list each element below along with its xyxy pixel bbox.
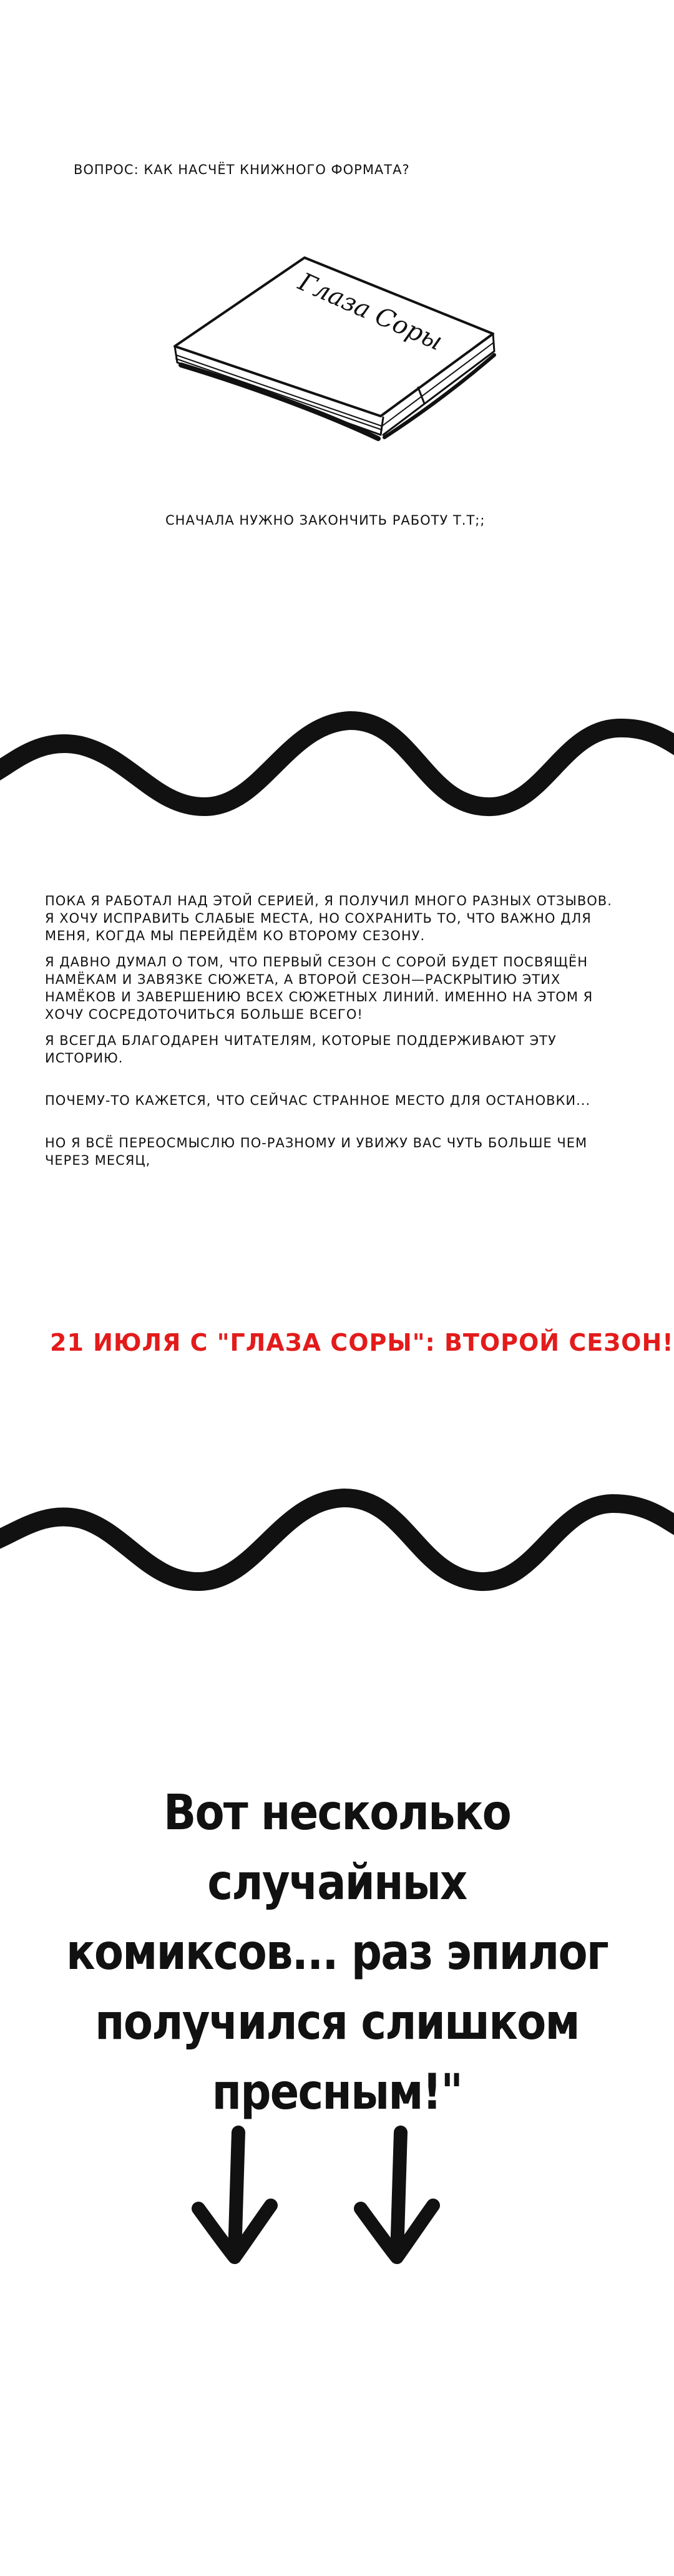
book-title: Глаза Соры — [294, 267, 447, 357]
big-text-line-1: Вот несколько случайных — [163, 1785, 511, 1911]
question-text: ВОПРОС: КАК НАСЧЁТ КНИЖНОГО ФОРМАТА? — [74, 162, 410, 177]
body-paragraphs — [45, 892, 625, 1178]
big-text-block — [41, 1778, 633, 2127]
paragraph-1: ПОКА Я РАБОТАЛ НАД ЭТОЙ СЕРИЕЙ, Я ПОЛУЧИЛ МНОГО РАЗНЫХ ОТЗЫВОВ. Я ХОЧУ ИСПРАВИТЬ СЛАБЫЕ МЕСТА, НО СОХРАНИТЬ ТО, ЧТО ВАЖНО ДЛЯ МЕНЯ, КОГДА МЫ ПЕРЕЙДЁМ КО ВТОРОМУ СЕЗОНУ. — [45, 893, 612, 943]
paragraph-3: Я ВСЕГДА БЛАГОДАРЕН ЧИТАТЕЛЯМ, КОТОРЫЕ ПОДДЕРЖИВАЮТ ЭТУ ИСТОРИЮ. — [45, 1033, 557, 1066]
paragraph-2: Я ДАВНО ДУМАЛ О ТОМ, ЧТО ПЕРВЫЙ СЕЗОН С СОРОЙ БУДЕТ ПОСВЯЩЁН НАМЁКАМ И ЗАВЯЗКЕ СЮЖЕТА, А ВТОРОЙ СЕЗОН—РАСКРЫТИЮ ЭТИХ НАМЁКОВ И ЗАВЕРШЕНИЮ ВСЕХ СЮЖЕТНЫХ ЛИНИЙ. ИМЕННО НА ЭТОМ Я ХОЧУ СОСРЕДОТОЧИТЬСЯ БОЛЬШЕ ВСЕГО! — [45, 955, 593, 1022]
paragraph-4: ПОЧЕМУ-ТО КАЖЕТСЯ, ЧТО СЕЙЧАС СТРАННОЕ МЕСТО ДЛЯ ОСТАНОВКИ... — [45, 1093, 591, 1108]
arrow-down-icon — [349, 2121, 443, 2271]
arrow-down-icon — [187, 2121, 281, 2271]
wave-divider-top — [0, 671, 674, 833]
big-text-line-2: комиксов... раз эпилог — [66, 1925, 608, 1981]
wave-divider-bottom — [0, 1451, 674, 1613]
announcement-text: 21 ИЮЛЯ С "ГЛАЗА СОРЫ": ВТОРОЙ СЕЗОН! — [50, 1329, 674, 1356]
answer-text: СНАЧАЛА НУЖНО ЗАКОНЧИТЬ РАБОТУ Т.Т;; — [165, 513, 486, 528]
big-text-line-3: получился слишком — [95, 1995, 579, 2051]
big-text-line-4: пресным!" — [212, 2064, 462, 2121]
book-sketch — [168, 240, 506, 446]
paragraph-5: НО Я ВСЁ ПЕРЕОСМЫСЛЮ ПО-РАЗНОМУ И УВИЖУ ВАС ЧУТЬ БОЛЬШЕ ЧЕМ ЧЕРЕЗ МЕСЯЦ, — [45, 1135, 588, 1168]
